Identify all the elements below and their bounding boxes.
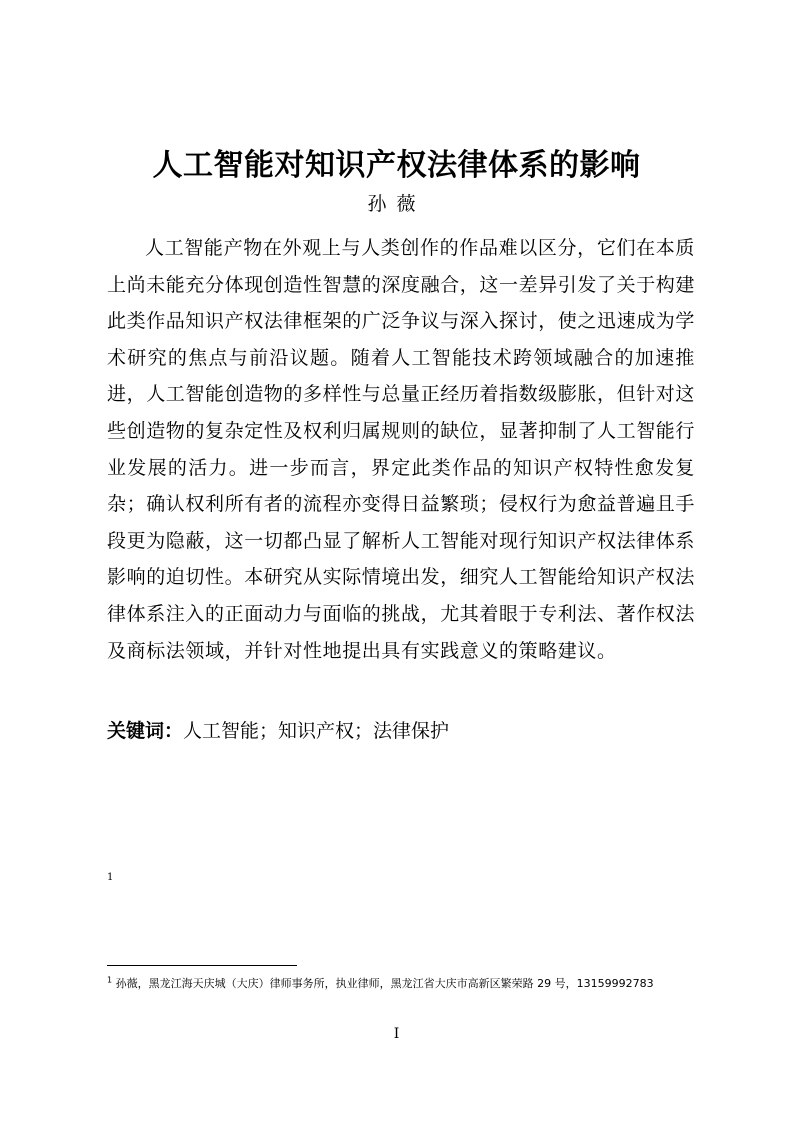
footnote-mark: 1 (107, 975, 113, 985)
author-name: 孙薇 (367, 193, 426, 215)
footnote-marker: 1 (107, 872, 114, 883)
footnote (107, 975, 654, 991)
page-number: I (393, 1026, 400, 1042)
keywords-line (107, 713, 695, 749)
abstract-paragraph: 人工智能产物在外观上与人类创作的作品难以区分，它们在本质上尚未能充分体现创造性智慧的深度融合，这一差异引发了关于构建此类作品知识产权法律框架的广泛争议与深入探讨，使之迅速成为学术研究的焦点与前沿议题。随着人工智能技术跨领域融合的加速推进，人工智能创造物的多样性与总量正经历着指数级膨胀，但针对这些创造物的复杂定性及权利归属规则的缺位，显著抑制了人工智能行业发展的活力。进一步而言，界定此类作品的知识产权特性愈发复杂；确认权利所有者的流程亦变得日益繁琐；侵权行为愈益普遍且手段更为隐蔽，这一切都凸显了解析人工智能对现行知识产权法律体系影响的迫切性。本研究从实际情境出发，细究人工智能给知识产权法律体系注入的正面动力与面临的挑战，尤其着眼于专利法、著作权法及商标法领域，并针对性地提出具有实践意义的策略建议。 (107, 237, 696, 662)
paper-title: 人工智能对知识产权法律体系的影响 (152, 148, 641, 183)
keywords-terms: 人工智能；知识产权；法律保护 (183, 720, 450, 742)
keywords-label: 关键词： (107, 720, 184, 742)
footnote-text: 孙薇，黑龙江海天庆城（大庆）律师事务所，执业律师，黑龙江省大庆市高新区繁荣路 29 号，13159992783 (115, 977, 654, 990)
footnote-separator (107, 965, 297, 966)
